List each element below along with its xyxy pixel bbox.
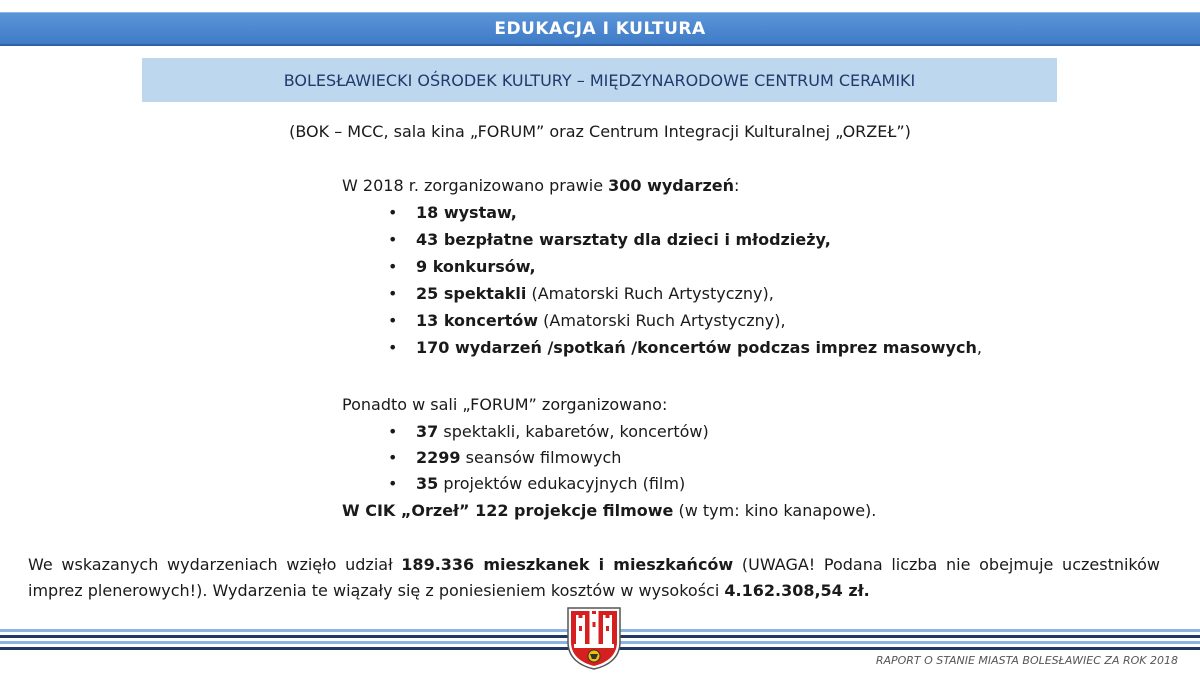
list-item: • 2299 seansów filmowych — [388, 448, 622, 467]
forum-intro: Ponadto w sali „FORUM” zorganizowano: — [342, 395, 668, 414]
subsection-title: BOLESŁAWIECKI OŚRODEK KULTURY – MIĘDZYNARODOWE CENTRUM CERAMIKI — [283, 70, 916, 90]
events-intro: W 2018 r. zorganizowano prawie 300 wydarzeń: — [342, 176, 740, 195]
summary-paragraph: We wskazanych wydarzeniach wzięło udział 189.336 mieszkanek i mieszkańców (UWAGA! Podana liczba nie obejmuje uczestników imprez plenerowych!). Wydarzenia te wiązały się z poniesieniem kosztów w wysokości 4.162.308,54 zł. — [28, 555, 1160, 600]
list-item: • 13 koncertów (Amatorski Ruch Artystyczny), — [388, 311, 786, 330]
list-item: • 170 wydarzeń /spotkań /koncertów podczas imprez masowych, — [388, 338, 982, 357]
list-item: • 9 konkursów, — [388, 257, 536, 276]
list-item: • 35 projektów edukacyjnych (film) — [388, 474, 686, 493]
subsection-header — [142, 58, 1057, 102]
report-footer-text: RAPORT O STANIE MIASTA BOLESŁAWIEC ZA ROK 2018 — [875, 654, 1178, 667]
section-title: EDUKACJA I KULTURA — [494, 18, 706, 39]
list-item: • 43 bezpłatne warsztaty dla dzieci i młodzieży, — [388, 230, 831, 249]
city-crest-icon — [564, 606, 624, 670]
section-header — [0, 12, 1200, 46]
subtitle: (BOK – MCC, sala kina „FORUM” oraz Centrum Integracji Kulturalnej „ORZEŁ”) — [289, 122, 911, 141]
list-item: • 25 spektakli (Amatorski Ruch Artystyczny), — [388, 284, 774, 303]
list-item: • 37 spektakli, kabaretów, koncertów) — [388, 422, 709, 441]
list-item: • 18 wystaw, — [388, 203, 517, 222]
cik-line: W CIK „Orzeł” 122 projekcje filmowe (w tym: kino kanapowe). — [342, 501, 877, 520]
